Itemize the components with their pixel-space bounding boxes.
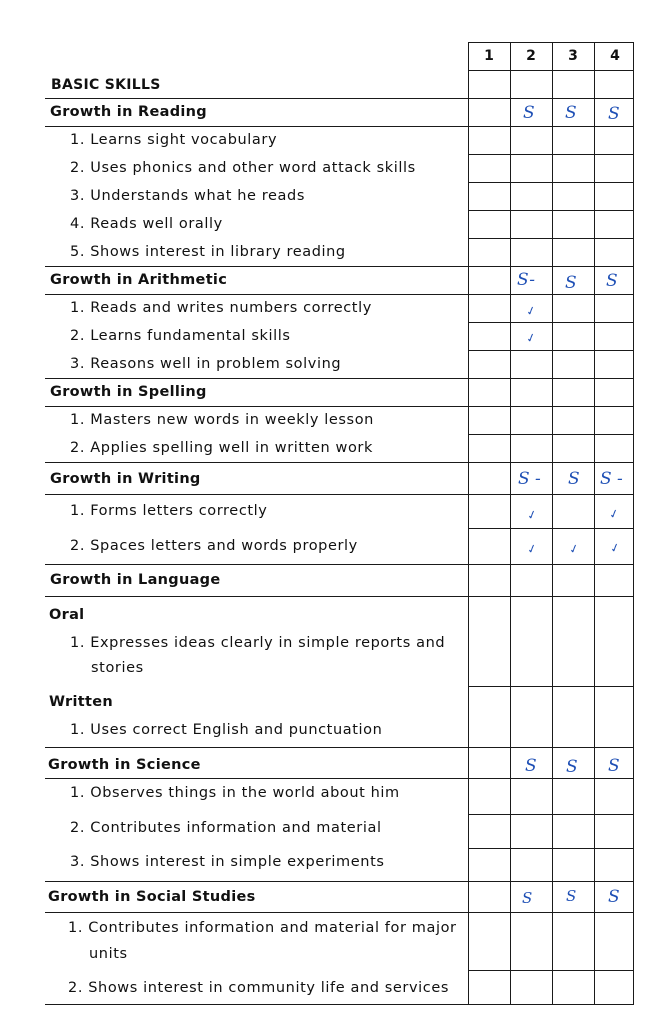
writing-item-1: 1. Forms letters correctly [70, 503, 268, 519]
row-divider [468, 848, 634, 849]
grade-mark-arithmetic-4: S [606, 271, 618, 291]
group-title-spelling: Growth in Spelling [50, 384, 207, 400]
reading-item-2: 2. Uses phonics and other word attack skills [70, 160, 416, 176]
grade-mark-social-2: S [522, 889, 533, 907]
arithmetic-item-3: 3. Reasons well in problem solving [70, 356, 342, 372]
science-item-2: 2. Contributes information and material [70, 820, 382, 836]
section-title: BASIC SKILLS [51, 77, 161, 93]
language-oral-item-line2: stories [91, 660, 144, 676]
reading-item-4: 4. Reads well orally [70, 216, 223, 232]
group-divider [45, 266, 634, 267]
row-divider [468, 210, 634, 211]
check-arithmetic-1-col2: ✓ [524, 302, 538, 320]
row-divider [468, 238, 634, 239]
group-divider [45, 294, 634, 295]
check-arithmetic-2-col2: ✓ [524, 329, 538, 347]
group-divider [45, 98, 634, 99]
group-divider [45, 378, 634, 379]
spelling-item-1: 1. Masters new words in weekly lesson [70, 412, 374, 428]
group-divider [45, 406, 634, 407]
group-title-writing: Growth in Writing [50, 471, 201, 487]
group-divider [45, 912, 634, 913]
arithmetic-item-1: 1. Reads and writes numbers correctly [70, 300, 372, 316]
group-divider [45, 881, 634, 882]
column-header-1: 1 [484, 48, 494, 64]
writing-item-2: 2. Spaces letters and words properly [70, 538, 358, 554]
row-divider [468, 434, 634, 435]
group-divider [45, 596, 634, 597]
grade-column-line [510, 42, 511, 1004]
check-writing-2-col3: ✓ [567, 540, 581, 558]
group-title-reading: Growth in Reading [50, 104, 207, 120]
group-divider [45, 564, 634, 565]
arithmetic-item-2: 2. Learns fundamental skills [70, 328, 291, 344]
check-writing-2-col4: ✓ [608, 539, 622, 557]
grade-mark-writing-3: S [568, 469, 580, 489]
grade-column-line [468, 42, 469, 1004]
language-written-title: Written [49, 694, 113, 710]
grade-mark-reading-3: S [565, 103, 577, 123]
reading-item-1: 1. Learns sight vocabulary [70, 132, 278, 148]
group-title-arithmetic: Growth in Arithmetic [50, 272, 228, 288]
row-divider [468, 686, 634, 687]
grade-mark-science-3: S [566, 757, 578, 777]
grade-mark-science-4: S [608, 756, 620, 776]
grade-mark-social-3: S [566, 887, 577, 905]
grade-mark-reading-2: S [523, 103, 535, 123]
grade-column-line [552, 42, 553, 1004]
grade-header-bottom [468, 70, 634, 71]
social-item-1-line1: 1. Contributes information and material for major [68, 920, 457, 936]
language-oral-item-line1: 1. Expresses ideas clearly in simple reports and [70, 635, 446, 651]
row-divider [468, 814, 634, 815]
row-divider [468, 154, 634, 155]
grade-mark-writing-2: S - [518, 469, 541, 489]
social-item-1-line2: units [89, 946, 128, 962]
grade-mark-reading-4: S [608, 104, 620, 124]
grade-mark-arithmetic-3: S [565, 273, 577, 293]
grade-mark-writing-4: S - [600, 469, 623, 489]
reading-item-3: 3. Understands what he reads [70, 188, 305, 204]
grade-mark-social-4: S [608, 887, 620, 907]
science-item-3: 3. Shows interest in simple experiments [70, 854, 385, 870]
row-divider [468, 528, 634, 529]
group-divider [45, 1004, 634, 1005]
grade-mark-science-2: S [525, 756, 537, 776]
science-item-1: 1. Observes things in the world about him [70, 785, 400, 801]
group-divider [45, 747, 634, 748]
grade-column-line [633, 42, 634, 1004]
check-writing-1-col2: ✓ [525, 506, 539, 524]
group-title-social-studies: Growth in Social Studies [48, 889, 256, 905]
grade-column-line [594, 42, 595, 1004]
row-divider [468, 350, 634, 351]
group-divider [45, 494, 634, 495]
group-title-science: Growth in Science [48, 757, 201, 773]
language-oral-title: Oral [49, 607, 85, 623]
column-header-3: 3 [568, 48, 578, 64]
group-title-language: Growth in Language [50, 572, 221, 588]
social-item-2: 2. Shows interest in community life and services [68, 980, 450, 996]
row-divider [468, 970, 634, 971]
group-divider [45, 778, 634, 779]
check-writing-1-col4: ✓ [607, 505, 621, 523]
group-divider [45, 126, 634, 127]
grade-mark-arithmetic-2: S- [517, 270, 536, 290]
spelling-item-2: 2. Applies spelling well in written work [70, 440, 373, 456]
row-divider [468, 182, 634, 183]
check-writing-2-col2: ✓ [525, 540, 539, 558]
grade-header-top [468, 42, 634, 43]
row-divider [468, 322, 634, 323]
language-written-item: 1. Uses correct English and punctuation [70, 722, 383, 738]
reading-item-5: 5. Shows interest in library reading [70, 244, 346, 260]
column-header-4: 4 [610, 48, 620, 64]
column-header-2: 2 [526, 48, 536, 64]
group-divider [45, 462, 634, 463]
